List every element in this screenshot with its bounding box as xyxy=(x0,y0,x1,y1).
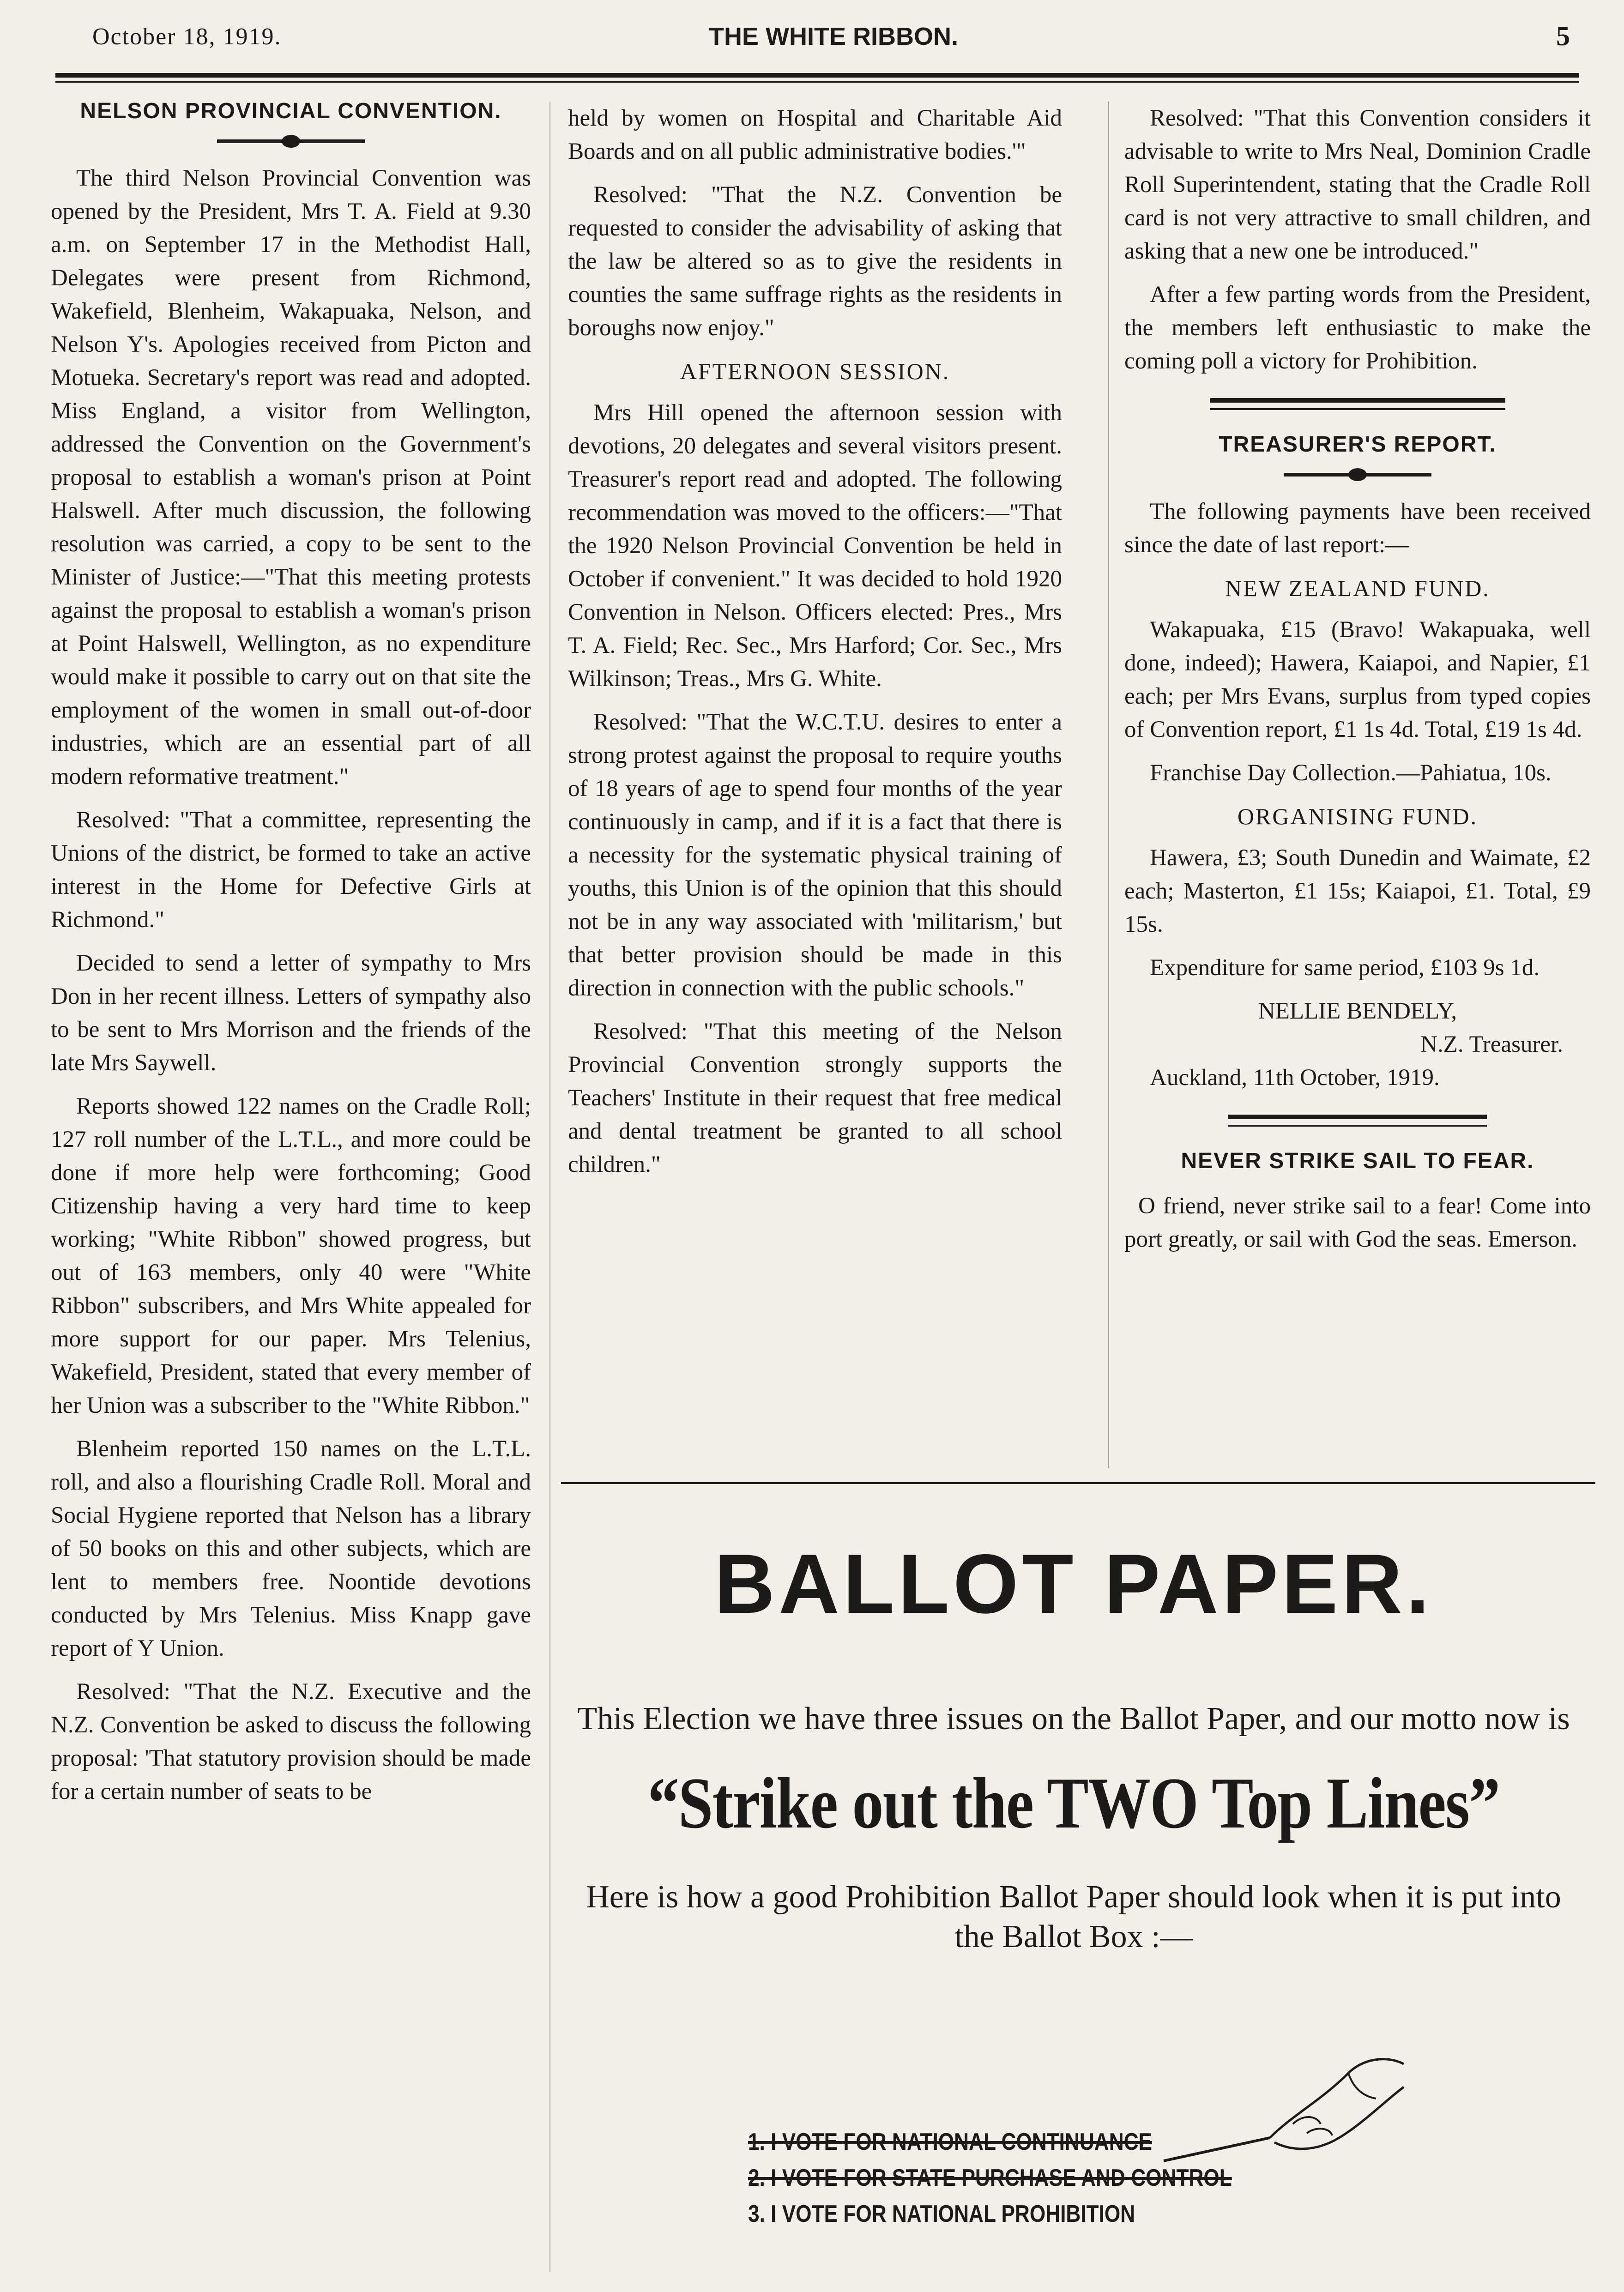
organising-fund-heading: ORGANISING FUND. xyxy=(1237,803,1478,829)
signer-name: NELLIE BENDELY, xyxy=(1258,998,1457,1024)
article-paragraph-continued: held by women on Hospital and Charitable Aid Boards and on all public administrative bodies.'" xyxy=(568,105,1062,164)
section-divider xyxy=(1228,1115,1487,1127)
article-paragraph: Resolved: "That this meeting of the Nelson Provincial Convention strongly supports the Teachers' Institute in their request that free medical and dental treatment be granted to all school children." xyxy=(568,1019,1062,1177)
ballot-line: 1. I VOTE FOR NATIONAL CONTINUANCE xyxy=(748,2129,1153,2155)
organising-fund-text: Hawera, £3; South Dunedin and Waimate, £2 each; Masterton, £1 15s; Kaiapoi, £1. Total, £9 15s. xyxy=(1124,845,1591,937)
ornament-rule xyxy=(217,139,365,143)
article-paragraph: Resolved: "That the N.Z. Convention be requested to consider the advisability of asking that the law be altered so as to give the residents in counties the same suffrage rights as the residents in boroughs now enjoy." xyxy=(568,182,1062,341)
masthead-title: THE WHITE RIBBON. xyxy=(709,23,958,50)
signer-role: N.Z. Treasurer. xyxy=(1420,1031,1563,1057)
article-paragraph: After a few parting words from the President, the members left enthusiastic to make the coming poll a victory for Prohibition. xyxy=(1124,282,1591,374)
ballot-paper-ad xyxy=(545,1538,1602,2276)
column-divider xyxy=(1108,102,1109,1468)
article-paragraph: Decided to send a letter of sympathy to Mrs Don in her recent illness. Letters of sympathy also to be sent to Mrs Morrison and the friends of the late Mrs Saywell. xyxy=(51,950,531,1076)
section-divider xyxy=(1210,398,1505,410)
emerson-quote: O friend, never strike sail to a fear! Come into port greatly, or sail with God the seas. Emerson. xyxy=(1124,1193,1591,1252)
afternoon-session-heading: AFTERNOON SESSION. xyxy=(680,358,950,384)
page-header xyxy=(88,14,1579,65)
expenditure-text: Expenditure for same period, £103 9s 1d. xyxy=(1150,955,1540,981)
header-rule xyxy=(55,73,1579,78)
ballot-slogan: “Strike out the TWO Top Lines” xyxy=(647,1763,1500,1844)
column-1 xyxy=(51,97,531,1818)
ballot-line: 2. I VOTE FOR STATE PURCHASE AND CONTROL xyxy=(748,2165,1232,2191)
ornament-rule xyxy=(1284,473,1431,476)
article-paragraph: Resolved: "That the N.Z. Executive and the N.Z. Convention be asked to discuss the following proposal: 'That statutory provision should be made for a certain number of seats to be xyxy=(51,1679,531,1804)
column-2 xyxy=(568,102,1062,1191)
place-date: Auckland, 11th October, 1919. xyxy=(1150,1065,1440,1091)
hand-with-pen-icon xyxy=(1154,2045,1413,2184)
ballot-top-rule xyxy=(561,1482,1595,1484)
header-rule-thin xyxy=(55,81,1579,83)
issue-date: October 18, 1919. xyxy=(92,24,282,50)
article-paragraph: The third Nelson Provincial Convention was opened by the President, Mrs T. A. Field at 9.30 a.m. on September 17 in the Methodist Hall, Delegates were present from Richmond, Wakefield, Blenheim, Wakapuaka, Nelson, and Nelson Y's. Apologies received from Picton and Motueka. Secretary's report was read and adopted. Miss England, a visitor from Wellington, addressed the Convention on the Government's proposal to establish a woman's prison at Point Halswell. After much discussion, the following resolution was carried, a copy to be sent to the Minister of Justice:—"That this meeting protests against the proposal to establish a woman's prison at Point Halswell, Wellington, as no expenditure would make it possible to carry out on that site the employment of the women in small out-of-door industries, which are an essential part of all modern reformative treatment." xyxy=(51,165,531,790)
article-paragraph: Mrs Hill opened the afternoon session with devotions, 20 delegates and several visitors present. Treasurer's report read and adopted. The following recommendation was moved to the officers:—"That the 1920 Nelson Provincial Convention be held in October if convenient." It was decided to hold 1920 Convention in Nelson. Officers elected: Pres., Mrs T. A. Field; Rec. Sec., Mrs Harford; Cor. Sec., Mrs Wilkinson; Treas., Mrs G. White. xyxy=(568,400,1062,692)
franchise-collection: Franchise Day Collection.—Pahiatua, 10s. xyxy=(1150,760,1552,786)
article-paragraph: Resolved: "That the W.C.T.U. desires to enter a strong protest against the proposal to require youths of 18 years of age to spend four months of the year continuously in camp, and if it is a fact that there is a necessity for the systematic physical training of youths, this Union is of the opinion that this should not be in any way associated with 'militarism,' but that better provision should be made in this direction in connection with the public schools." xyxy=(568,709,1062,1001)
page-number: 5 xyxy=(1556,21,1570,51)
article-paragraph: Reports showed 122 names on the Cradle Roll; 127 roll number of the L.T.L., and more could be done if more help were forthcoming; Good Citizenship having a very hard time to keep working; "White Ribbon" showed progress, but out of 163 members, only 40 were "White Ribbon" subscribers, and Mrs White appealed for more support for our paper. Mrs Telenius, Wakefield, President, stated that every member of her Union was a subscriber to the "White Ribbon." xyxy=(51,1093,531,1418)
nz-fund-heading: NEW ZEALAND FUND. xyxy=(1225,575,1490,601)
article-paragraph: Resolved: "That this Convention considers it advisable to write to Mrs Neal, Dominion Cradle Roll Superintendent, stating that the Cradle Roll card is not very attractive to small children, and asking that a new one be introduced." xyxy=(1124,105,1591,264)
article-paragraph: Blenheim reported 150 names on the L.T.L. roll, and also a flourishing Cradle Roll. Moral and Social Hygiene reported that Nelson has a library of 50 books on this and other subjects, which are lent to members free. Noontide devotions conducted by Mrs Telenius. Miss Knapp gave report of Y Union. xyxy=(51,1436,531,1661)
ballot-line: 3. I VOTE FOR NATIONAL PROHIBITION xyxy=(748,2201,1135,2227)
article-paragraph: Resolved: "That a committee, representing the Unions of the district, be formed to take an active interest in the Home for Defective Girls at Richmond." xyxy=(51,807,531,933)
article-title: NELSON PROVINCIAL CONVENTION. xyxy=(80,99,502,123)
treasurer-report-title: TREASURER'S REPORT. xyxy=(1219,432,1497,457)
never-strike-title: NEVER STRIKE SAIL TO FEAR. xyxy=(1181,1149,1534,1173)
ballot-title: BALLOT PAPER. xyxy=(714,1537,1433,1631)
nz-fund-text: Wakapuaka, £15 (Bravo! Wakapuaka, well done, indeed); Hawera, Kaiapoi, and Napier, £1 each; per Mrs Evans, surplus from typed copies of Convention report, £1 1s 4d. Total, £19 1s 4d. xyxy=(1124,617,1591,742)
report-intro: The following payments have been received since the date of last report:— xyxy=(1124,499,1591,558)
ballot-intro: This Election we have three issues on the Ballot Paper, and our motto now is xyxy=(577,1701,1570,1737)
column-3 xyxy=(1124,102,1591,1266)
ballot-instructions: Here is how a good Prohibition Ballot Paper should look when it is put into the Ballot Box :— xyxy=(586,1879,1561,1954)
